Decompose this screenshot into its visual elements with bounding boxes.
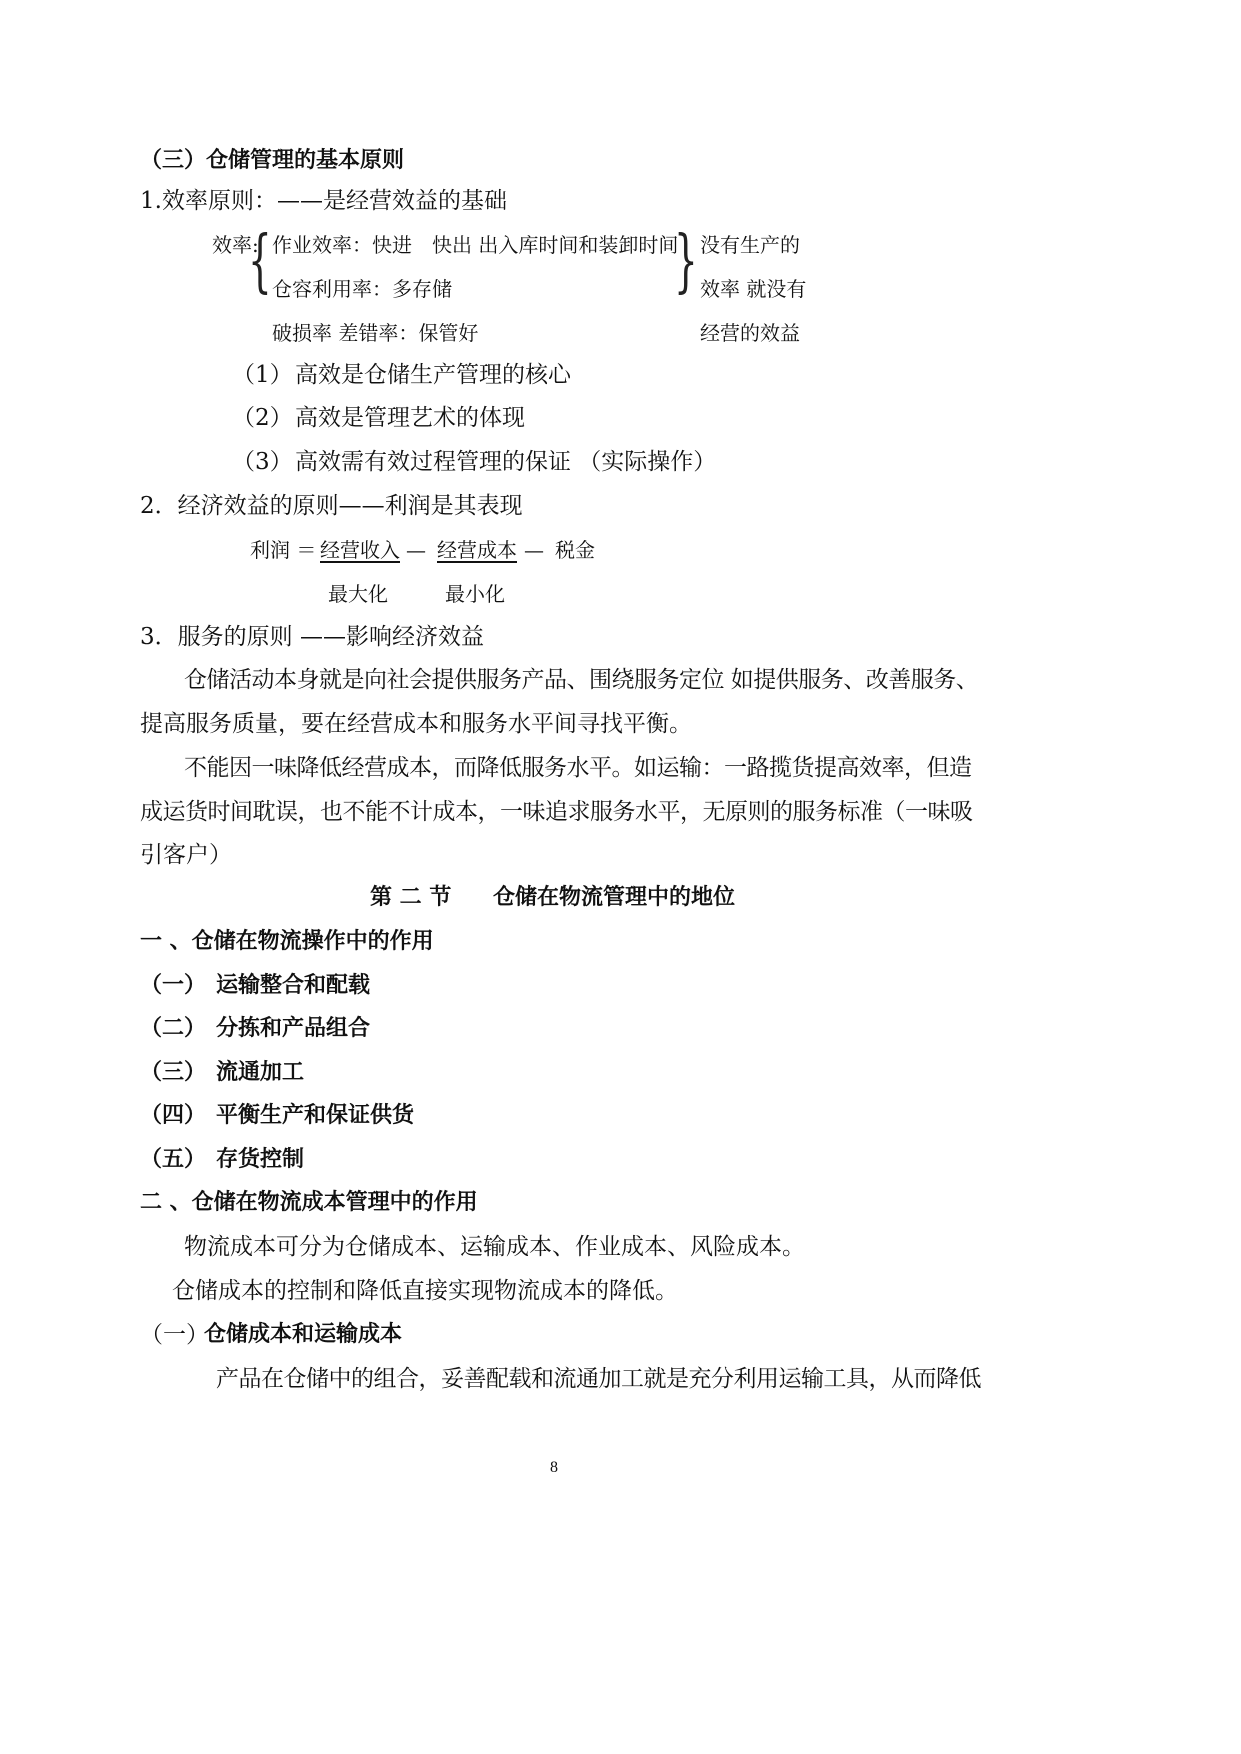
chapter-section-title: 仓储在物流管理中的地位	[493, 885, 736, 910]
paragraph-line: 物流成本可分为仓储成本、运输成本、作业成本、风险成本。	[184, 1234, 805, 1260]
efficiency-note-2: 效率 就没有	[700, 277, 807, 301]
efficiency-label: 效率:	[212, 233, 259, 257]
list-item-num: （一）	[140, 973, 207, 998]
formula-income: 经营收入	[320, 538, 400, 562]
list-item-text: 高效是仓储生产管理的核心	[295, 362, 571, 388]
paragraph-line: 产品在仓储中的组合，妥善配载和流通加工就是充分利用运输工具，从而降低	[216, 1366, 981, 1392]
heading-1: 一 、仓储在物流操作中的作用	[140, 929, 434, 954]
list-item-text: 平衡生产和保证供货	[216, 1103, 415, 1128]
efficiency-line-c: 破损率 差错率：保管好	[272, 321, 479, 345]
paragraph-line: 仓储活动本身就是向社会提供服务产品、围绕服务定位 如提供服务、改善服务、	[184, 667, 979, 693]
efficiency-line-a: 作业效率：快进 快出 出入库时间和装卸时间	[272, 233, 679, 257]
list-item-num: （三）	[140, 1060, 207, 1085]
list-item-num: （四）	[140, 1103, 207, 1128]
list-item-text: 高效需有效过程管理的保证 （实际操作）	[295, 449, 717, 475]
formula-tax: 税金	[555, 538, 595, 562]
list-item-text: 流通加工	[216, 1060, 305, 1085]
subheading-num: （一）	[140, 1322, 209, 1348]
chapter-section-number: 第 二 节	[370, 885, 452, 910]
max-label: 最大化	[328, 582, 388, 606]
list-item-num: （1）	[232, 362, 293, 388]
efficiency-note-1: 没有生产的	[700, 233, 800, 257]
list-item-text: 存货控制	[216, 1147, 305, 1172]
paragraph-line: 引客户）	[140, 842, 232, 868]
heading-2: 二 、仓储在物流成本管理中的作用	[140, 1190, 478, 1215]
formula-cost: 经营成本	[437, 538, 517, 562]
page-number: 8	[550, 1459, 558, 1476]
min-label: 最小化	[445, 582, 505, 606]
principle-3-heading: 3．服务的原则 ——影响经济效益	[140, 624, 484, 650]
formula-minus: —	[524, 538, 544, 562]
paragraph-line: 不能因一味降低经营成本，而降低服务水平。如运输：一路揽货提高效率，但造	[184, 755, 972, 781]
subheading-text: 仓储成本和运输成本	[204, 1322, 403, 1347]
formula-profit: 利润 ＝	[250, 538, 317, 562]
paragraph-line: 仓储成本的控制和降低直接实现物流成本的降低。	[172, 1278, 678, 1304]
list-item-num: （二）	[140, 1016, 207, 1041]
list-item-num: （2）	[232, 405, 293, 431]
paragraph-line: 提高服务质量，要在经营成本和服务水平间寻找平衡。	[140, 711, 692, 737]
left-brace-icon: {	[248, 222, 272, 301]
right-brace-icon: }	[674, 222, 698, 301]
formula-minus: —	[406, 538, 426, 562]
efficiency-line-b: 仓容利用率：多存储	[272, 277, 452, 301]
list-item-text: 分拣和产品组合	[216, 1016, 371, 1041]
efficiency-note-3: 经营的效益	[700, 321, 800, 345]
principle-1-heading: 1.效率原则：——是经营效益的基础	[140, 188, 507, 214]
principle-2-heading: 2．经济效益的原则——利润是其表现	[140, 493, 523, 519]
list-item-text: 运输整合和配载	[216, 973, 371, 998]
paragraph-line: 成运货时间耽误，也不能不计成本，一味追求服务水平，无原则的服务标准（一味吸	[140, 799, 973, 825]
section-title: （三）仓储管理的基本原则	[140, 148, 405, 173]
list-item-num: （五）	[140, 1147, 207, 1172]
list-item-num: （3）	[232, 449, 293, 475]
list-item-text: 高效是管理艺术的体现	[295, 405, 525, 431]
